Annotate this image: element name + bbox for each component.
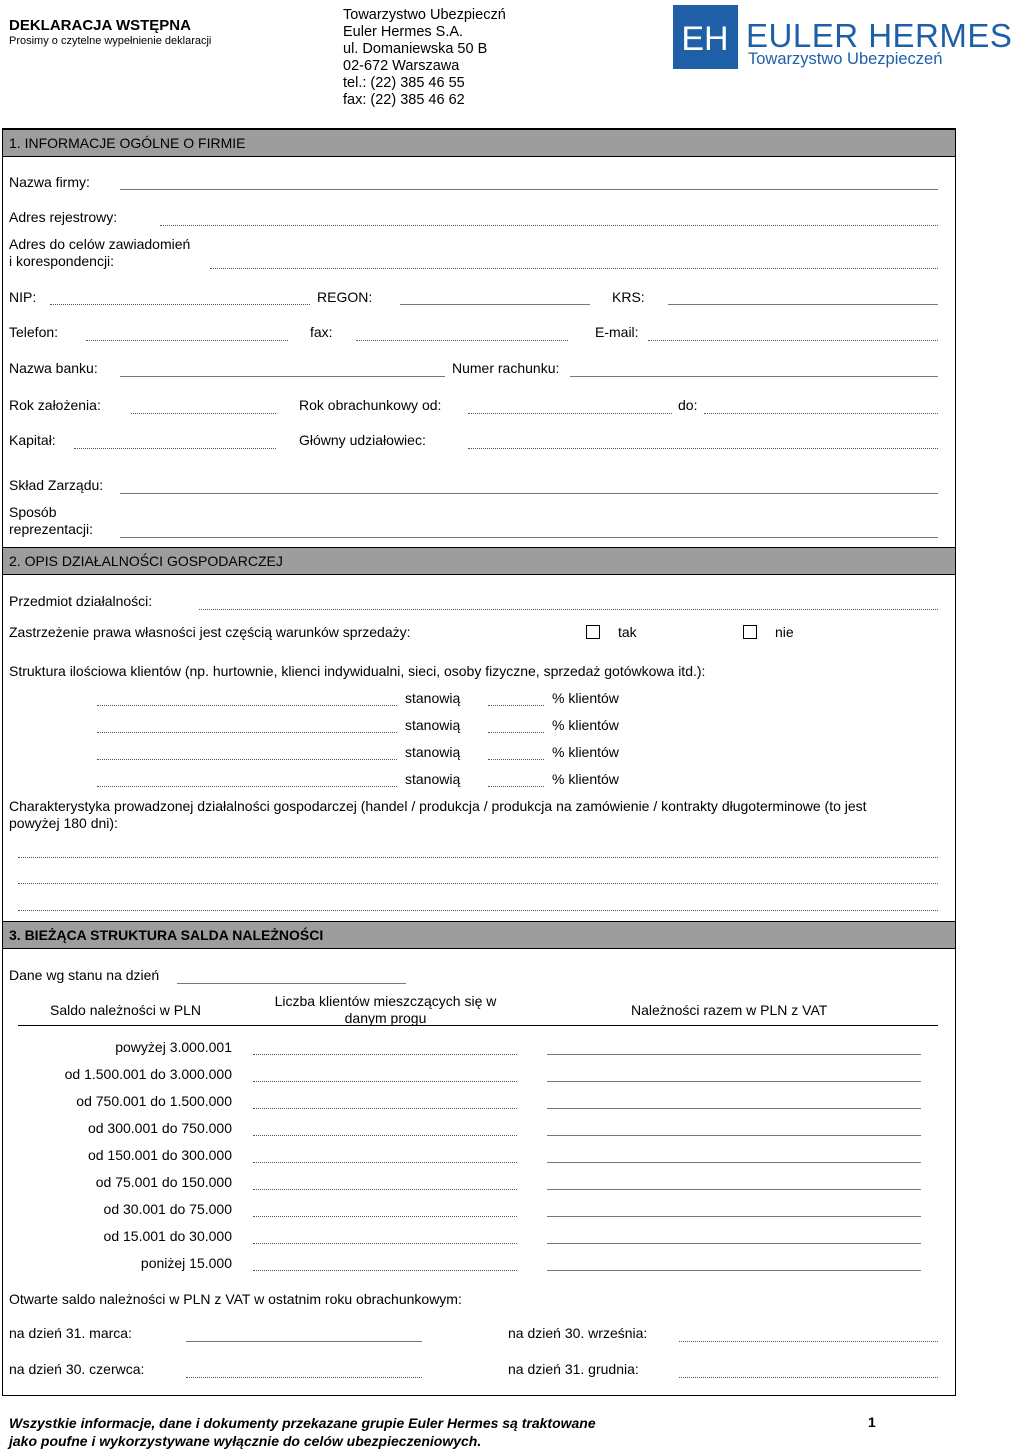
label-year-founded: Rok założenia: xyxy=(9,397,101,413)
svg-text:EH: EH xyxy=(681,20,729,58)
email-field[interactable] xyxy=(648,340,938,341)
capital-field[interactable] xyxy=(74,448,276,449)
as-of-date-field[interactable] xyxy=(177,983,406,984)
row-range-label: od 30.001 do 75.000 xyxy=(103,1201,232,1217)
client-percent-field[interactable] xyxy=(488,732,544,733)
year-founded-field[interactable] xyxy=(131,413,276,414)
label-open-balance: Otwarte saldo należności w PLN z VAT w ostatnim roku obrachunkowym: xyxy=(9,1291,462,1307)
row-range-label: od 15.001 do 30.000 xyxy=(103,1228,232,1244)
label-email: E-mail: xyxy=(595,324,639,340)
business-scope-field[interactable] xyxy=(199,609,938,610)
logo-tagline: Towarzystwo Ubezpieczeń xyxy=(748,50,943,68)
label-main-shareholder: Główny udziałowiec: xyxy=(299,432,426,448)
row-range-label: poniżej 15.000 xyxy=(140,1255,232,1271)
section-3-heading: 3. BIEŻĄCA STRUKTURA SALDA NALEŻNOŚCI xyxy=(3,921,955,949)
address-line: 02-672 Warszawa xyxy=(343,58,460,74)
checkbox-nie[interactable] xyxy=(743,625,757,639)
client-count-field[interactable] xyxy=(253,1162,517,1163)
client-count-field[interactable] xyxy=(253,1081,517,1082)
client-count-field[interactable] xyxy=(253,1054,517,1055)
label-registered-address: Adres rejestrowy: xyxy=(9,209,118,225)
krs-field[interactable] xyxy=(668,304,938,305)
receivables-field[interactable] xyxy=(547,1216,921,1217)
label-fiscal-year-to: do: xyxy=(678,397,698,413)
label-nie: nie xyxy=(775,624,794,640)
receivables-field[interactable] xyxy=(547,1135,921,1136)
client-percent-field[interactable] xyxy=(488,759,544,760)
phone-field[interactable] xyxy=(86,340,288,341)
label-stanowia: stanowią xyxy=(405,690,461,706)
company-address xyxy=(343,7,506,109)
receivables-field[interactable] xyxy=(547,1243,921,1244)
column-client-count: Liczba klientów mieszczących się w danym progu xyxy=(274,993,497,1026)
client-type-field[interactable] xyxy=(97,705,397,706)
address-line: Towarzystwo Ubezpieczń xyxy=(343,7,506,23)
activity-characteristics-line[interactable] xyxy=(18,857,938,858)
label-september-30: na dzień 30. września: xyxy=(508,1325,648,1341)
client-count-field[interactable] xyxy=(253,1108,517,1109)
label-correspondence-address-1: Adres do celów zawiadomień xyxy=(9,236,191,252)
label-account-number: Numer rachunku: xyxy=(452,360,560,376)
form-subtitle: Prosimy o czytelne wypełnienie deklaracji xyxy=(9,35,212,47)
table-header-rule xyxy=(18,1025,921,1026)
receivables-field[interactable] xyxy=(547,1054,921,1055)
label-activity-characteristics-2: powyżej 180 dni): xyxy=(9,815,118,831)
label-percent-clients: % klientów xyxy=(552,717,619,733)
client-percent-field[interactable] xyxy=(488,705,544,706)
label-bank-name: Nazwa banku: xyxy=(9,360,98,376)
company-name-field[interactable] xyxy=(120,189,938,190)
nip-field[interactable] xyxy=(50,304,310,305)
june-30-field[interactable] xyxy=(186,1377,422,1378)
footer-note-line-2: jako poufne i wykorzystywane wyłącznie do celów ubezpieczeniowych. xyxy=(9,1433,482,1449)
label-stanowia: stanowią xyxy=(405,771,461,787)
activity-characteristics-line[interactable] xyxy=(18,883,938,884)
table-header-rule-end xyxy=(921,1025,938,1026)
receivables-field[interactable] xyxy=(547,1162,921,1163)
receivables-field[interactable] xyxy=(547,1108,921,1109)
label-percent-clients: % klientów xyxy=(552,744,619,760)
activity-characteristics-line[interactable] xyxy=(18,910,938,911)
label-retention-of-title: Zastrzeżenie prawa własności jest częścią warunków sprzedaży: xyxy=(9,624,411,640)
label-board: Skład Zarządu: xyxy=(9,477,104,493)
logo-name: EULER HERMES xyxy=(746,17,1012,54)
correspondence-address-field[interactable] xyxy=(210,268,938,269)
representation-field[interactable] xyxy=(120,537,938,538)
registered-address-field[interactable] xyxy=(160,225,938,226)
row-range-label: od 300.001 do 750.000 xyxy=(87,1120,232,1136)
label-tak: tak xyxy=(618,624,637,640)
row-range-label: od 75.001 do 150.000 xyxy=(95,1174,232,1190)
logo-mark-icon xyxy=(673,5,738,69)
client-count-field[interactable] xyxy=(253,1135,517,1136)
regon-field[interactable] xyxy=(400,304,590,305)
fiscal-year-from-field[interactable] xyxy=(468,413,672,414)
client-count-field[interactable] xyxy=(253,1270,517,1271)
label-capital: Kapitał: xyxy=(9,432,56,448)
main-shareholder-field[interactable] xyxy=(468,448,938,449)
address-line: ul. Domaniewska 50 B xyxy=(343,41,488,57)
label-as-of-date: Dane wg stanu na dzień xyxy=(9,967,160,983)
receivables-field[interactable] xyxy=(547,1270,921,1271)
client-type-field[interactable] xyxy=(97,786,397,787)
label-december-31: na dzień 31. grudnia: xyxy=(508,1361,639,1377)
section-1-heading: 1. INFORMACJE OGÓLNE O FIRMIE xyxy=(3,129,955,157)
footer-note-line-1: Wszystkie informacje, dane i dokumenty przekazane grupie Euler Hermes są traktowane xyxy=(9,1415,596,1431)
fiscal-year-to-field[interactable] xyxy=(704,413,938,414)
row-range-label: od 750.001 do 1.500.000 xyxy=(76,1093,232,1109)
checkbox-tak[interactable] xyxy=(586,625,600,639)
december-31-field[interactable] xyxy=(679,1377,938,1378)
receivables-field[interactable] xyxy=(547,1189,921,1190)
label-business-scope: Przedmiot działalności: xyxy=(9,593,153,609)
label-fax: fax: xyxy=(310,324,333,340)
label-representation-2: reprezentacji: xyxy=(9,521,94,537)
label-representation-1: Sposób xyxy=(9,504,57,520)
section-2-heading: 2. OPIS DZIAŁALNOŚCI GOSPODARCZEJ xyxy=(3,547,955,575)
label-percent-clients: % klientów xyxy=(552,771,619,787)
client-type-field[interactable] xyxy=(97,759,397,760)
address-line: tel.: (22) 385 46 55 xyxy=(343,75,465,91)
account-number-field[interactable] xyxy=(570,376,938,377)
client-percent-field[interactable] xyxy=(488,786,544,787)
label-stanowia: stanowią xyxy=(405,744,461,760)
label-company-name: Nazwa firmy: xyxy=(9,174,90,190)
address-line: fax: (22) 385 46 62 xyxy=(343,92,465,108)
board-field[interactable] xyxy=(120,493,938,494)
client-type-field[interactable] xyxy=(97,732,397,733)
label-phone: Telefon: xyxy=(9,324,59,340)
page-number: 1 xyxy=(868,1414,876,1430)
column-balance: Saldo należności w PLN xyxy=(50,1002,201,1018)
label-client-structure: Struktura ilościowa klientów (np. hurtownie, klienci indywidualni, sieci, osoby fizyczne, sprzedaż gotówkowa itd.): xyxy=(9,663,706,679)
row-range-label: od 1.500.001 do 3.000.000 xyxy=(64,1066,232,1082)
row-range-label: powyżej 3.000.001 xyxy=(115,1039,232,1055)
column-total-receivables: Należności razem w PLN z VAT xyxy=(631,1002,828,1018)
label-correspondence-address-2: i korespondencji: xyxy=(9,253,115,269)
form-title: DEKLARACJA WSTĘPNA xyxy=(9,17,191,34)
address-line: Euler Hermes S.A. xyxy=(343,24,464,40)
client-count-field[interactable] xyxy=(253,1243,517,1244)
label-activity-characteristics-1: Charakterystyka prowadzonej działalności gospodarczej (handel / produkcja / produkcja na zamówienie / kontrakty długoterminowe (to jest xyxy=(9,798,867,814)
client-count-field[interactable] xyxy=(253,1216,517,1217)
label-nip: NIP: xyxy=(9,289,37,305)
label-regon: REGON: xyxy=(317,289,373,305)
bank-name-field[interactable] xyxy=(120,376,445,377)
september-30-field[interactable] xyxy=(679,1341,938,1342)
label-march-31: na dzień 31. marca: xyxy=(9,1325,132,1341)
row-range-label: od 150.001 do 300.000 xyxy=(87,1147,232,1163)
march-31-field[interactable] xyxy=(186,1341,422,1342)
fax-field[interactable] xyxy=(356,340,568,341)
label-percent-clients: % klientów xyxy=(552,690,619,706)
client-count-field[interactable] xyxy=(253,1189,517,1190)
label-krs: KRS: xyxy=(612,289,645,305)
receivables-field[interactable] xyxy=(547,1081,921,1082)
label-june-30: na dzień 30. czerwca: xyxy=(9,1361,145,1377)
label-fiscal-year-from: Rok obrachunkowy od: xyxy=(299,397,442,413)
label-stanowia: stanowią xyxy=(405,717,461,733)
